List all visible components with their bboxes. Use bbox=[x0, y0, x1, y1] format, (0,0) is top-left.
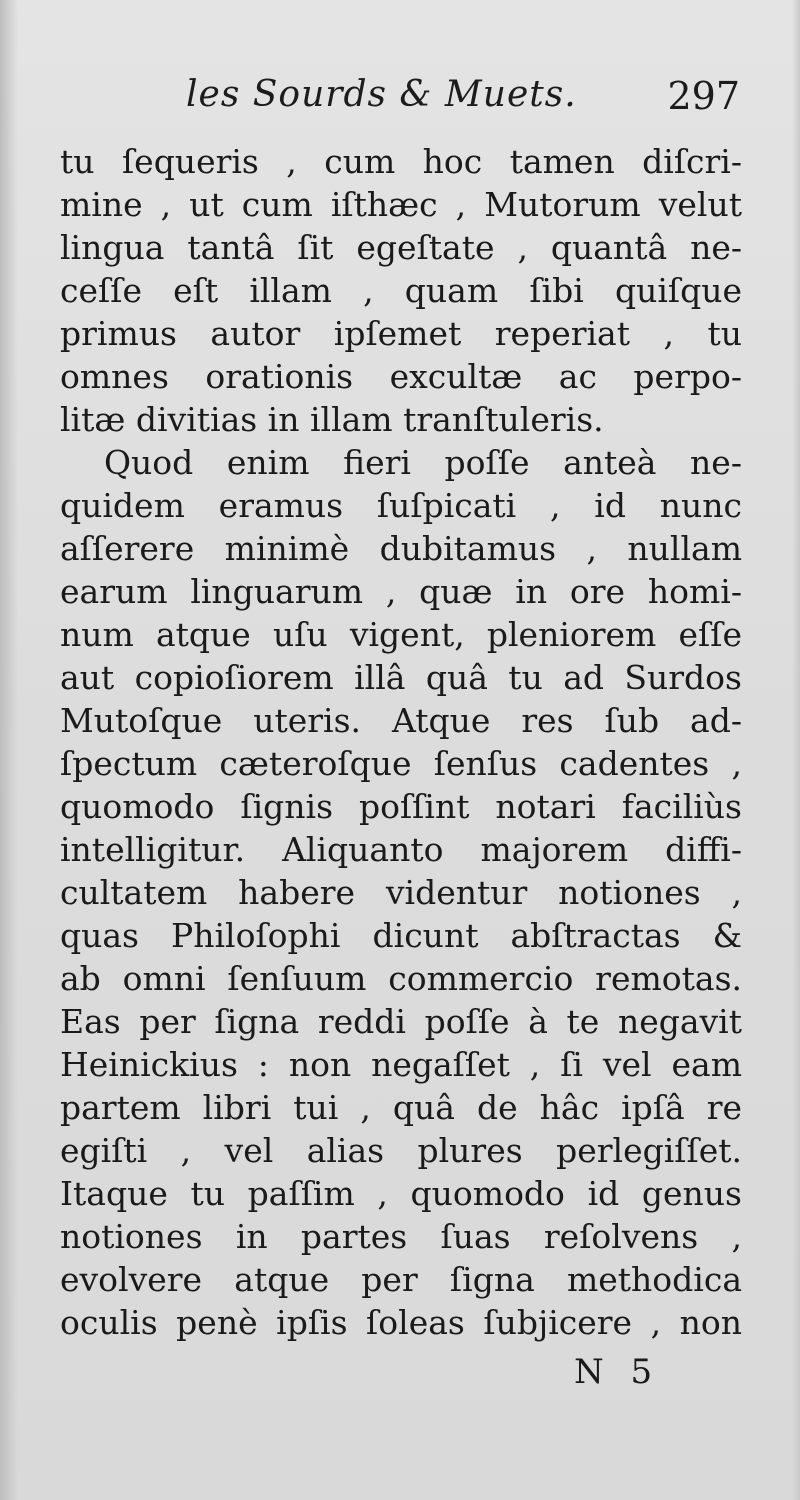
text-line: quidem eramus ſuſpicati , id nunc bbox=[60, 486, 742, 525]
text-line: Mutoſque uteris. Atque res ſub ad- bbox=[60, 701, 742, 740]
text-line: ab omni ſenſuum commercio remotas. bbox=[60, 959, 742, 998]
text-line: cultatem habere videntur notiones , bbox=[60, 873, 742, 912]
signature-mark: N 5 bbox=[574, 1352, 661, 1392]
text-line: Eas per ſigna reddi poſſe à te negavit bbox=[60, 1002, 742, 1041]
body-text bbox=[60, 140, 742, 1344]
text-line: mine , ut cum iſthæc , Mutorum velut bbox=[60, 185, 742, 224]
text-line: notiones in partes ſuas reſolvens , bbox=[60, 1217, 742, 1256]
text-line: egiſti , vel alias plures perlegiſſet. bbox=[60, 1131, 742, 1170]
text-line: primus autor ipſemet reperiat , tu bbox=[60, 314, 742, 353]
text-line: tu ſequeris , cum hoc tamen diſcri- bbox=[60, 142, 742, 181]
text-line: partem libri tui , quâ de hâc ipſâ re bbox=[60, 1088, 742, 1127]
text-line: lingua tantâ ſit egeſtate , quantâ ne- bbox=[60, 228, 742, 267]
text-line: Itaque tu paſſim , quomodo id genus bbox=[60, 1174, 742, 1213]
text-line: evolvere atque per ſigna methodica bbox=[60, 1260, 742, 1299]
page-edge-shadow bbox=[792, 0, 800, 1500]
page-number: 297 bbox=[667, 74, 740, 118]
text-line: num atque uſu vigent, pleniorem eſſe bbox=[60, 615, 742, 654]
text-line: Quod enim fieri poſſe anteà ne- bbox=[104, 443, 742, 482]
text-line: intelligitur. Aliquanto majorem diffi- bbox=[60, 830, 742, 869]
text-line: ceſſe eſt illam , quam ſibi quiſque bbox=[60, 271, 742, 310]
running-head-title: les Sourds & Muets. bbox=[186, 74, 577, 115]
text-line: oculis penè ipſis ſoleas ſubjicere , non bbox=[60, 1303, 742, 1342]
text-line: aſſerere minimè dubitamus , nullam bbox=[60, 529, 742, 568]
page-gutter-shadow bbox=[0, 0, 18, 1500]
text-line: ſpectum cæteroſque ſenſus cadentes , bbox=[60, 744, 742, 783]
text-line: earum linguarum , quæ in ore homi- bbox=[60, 572, 742, 611]
text-line: quomodo ſignis poſſint notari faciliùs bbox=[60, 787, 742, 826]
text-line: Heinickius : non negaſſet , ſi vel eam bbox=[60, 1045, 742, 1084]
text-line: quas Philoſophi dicunt abſtractas & bbox=[60, 916, 742, 955]
text-line: aut copioſiorem illâ quâ tu ad Surdos bbox=[60, 658, 742, 697]
text-line: litæ divitias in illam tranſtuleris. bbox=[60, 400, 604, 439]
text-line: omnes orationis excultæ ac perpo- bbox=[60, 357, 742, 396]
running-head bbox=[56, 70, 746, 126]
